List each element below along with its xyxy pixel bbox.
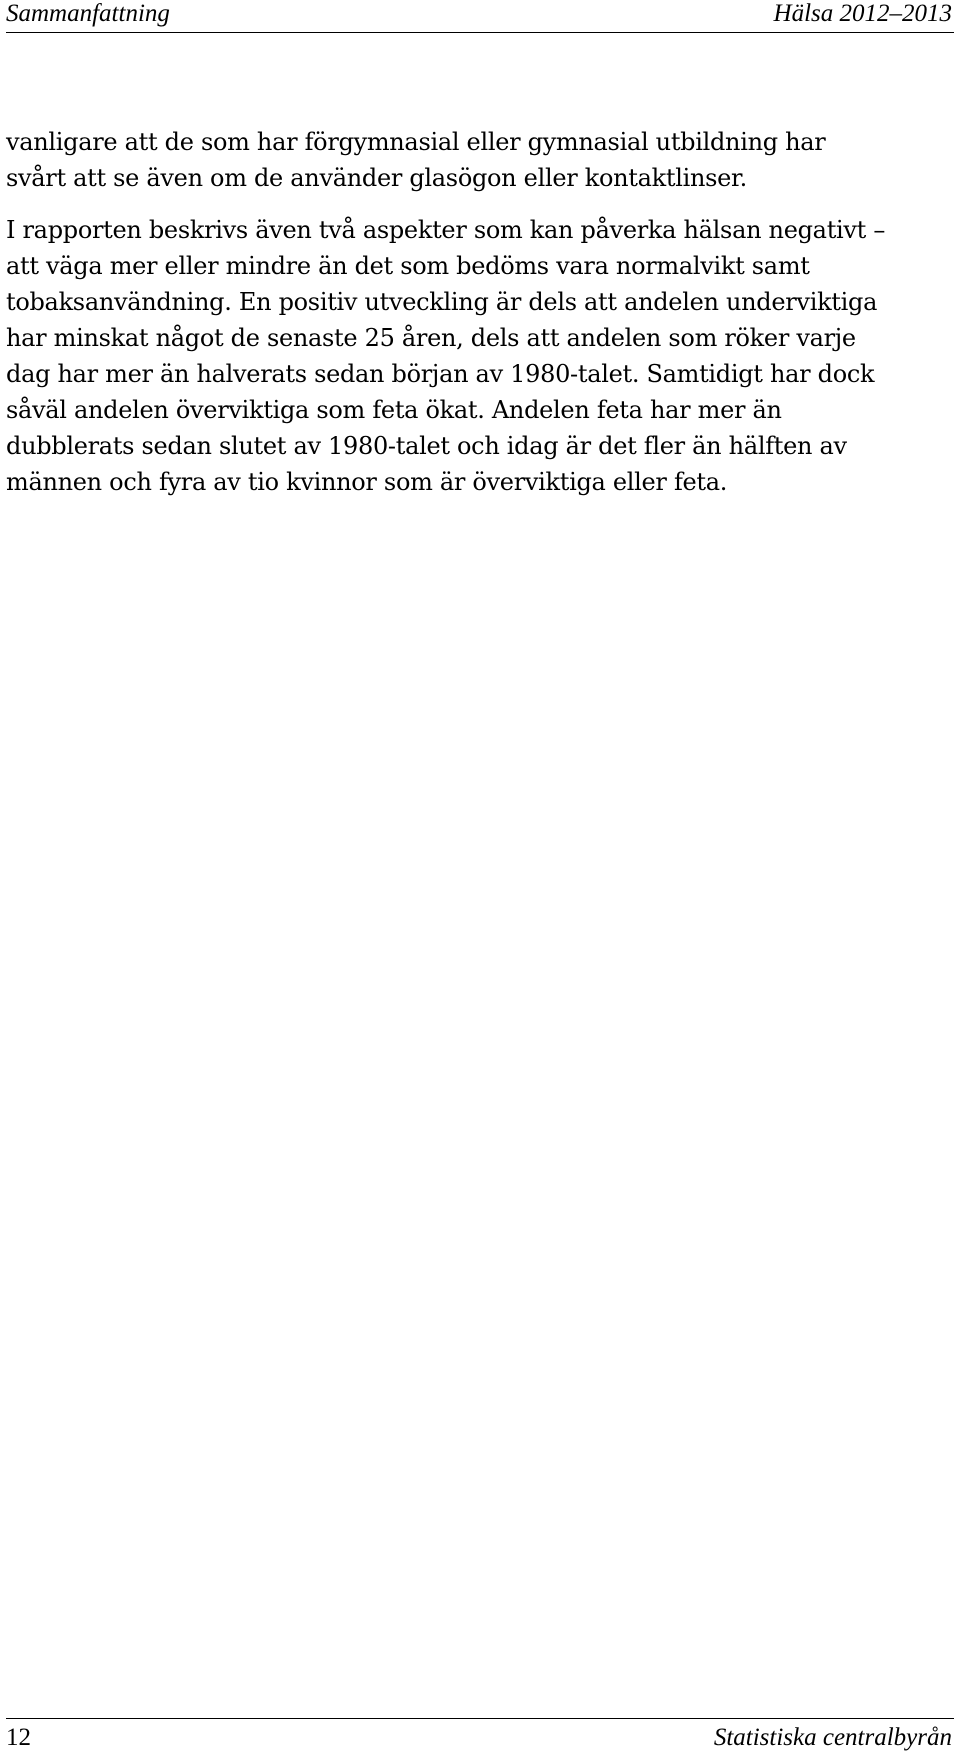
running-footer [6,1718,954,1751]
footer-publisher: Statistiska centralbyrån [713,1724,952,1751]
paragraph: I rapporten beskrivs även två aspekter som kan påverka hälsan negativt – att väga mer eller mindre än det som bedöms vara normalvikt samt tobaksanvändning. En positiv utveckling är dels att andelen underviktiga har minskat något de senaste 25 åren, dels att andelen som röker varje dag har mer än halverats sedan början av 1980-talet. Samtidigt har dock såväl andelen överviktiga som feta ökat. Andelen feta har mer än dubblerats sedan slutet av 1980-talet och idag är det fler än hälften av männen och fyra av tio kvinnor som är överviktiga eller feta. [6,216,886,496]
header-section-title: Sammanfattning [6,0,170,27]
body-text [6,124,946,516]
page-number: 12 [6,1724,31,1751]
header-publication-title: Hälsa 2012–2013 [773,0,952,27]
paragraph: vanligare att de som har förgymnasial eller gymnasial utbildning har svårt att se även om de använder glasögon eller kontaktlinser. [6,128,826,192]
running-header [6,0,954,33]
